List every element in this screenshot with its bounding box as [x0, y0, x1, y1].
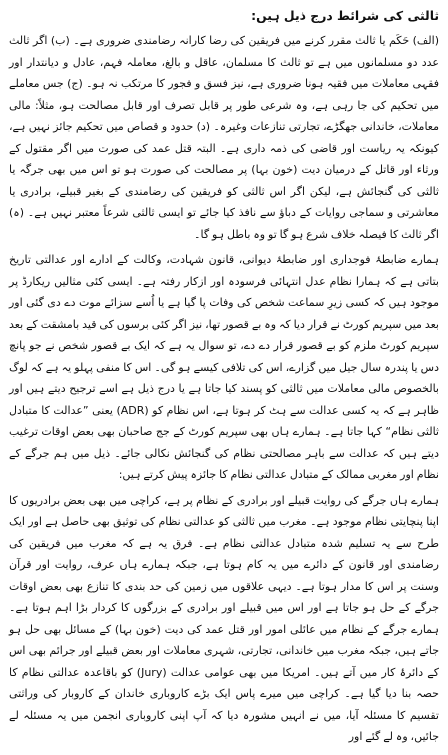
- section-heading: ثالثی کی شرائط درج ذیل ہیں:: [251, 8, 439, 23]
- paragraph-conditions: (الف) حَکَم یا ثالث مقرر کرنے میں فریقین کی رضا کارانہ رضامندی ضروری ہے۔ (ب) اگر ثالث عدد دو مسلمانوں میں ہے تو ثالث کا مسلمان، عاقل و بالغ، معاملہ فہم، عادل و دیانتدار اور فقہی معاملات میں فقیہ ہونا ضروری ہے، نیز فسق و فجور کا مرتکب نہ ہو۔ (ج) جس معاملے میں تحکیم کی جا رہی ہے، وہ شرعی طور پر قابل تصرف اور قابل مصالحت ہو، مثلاً: مالی معاملات، خاندانی جھگڑے، تجارتی تنازعات وغیرہ۔ (د) حدود و قصاص میں تحکیم جائز نہیں ہے، کیونکہ یہ ریاست اور قاضی کی ذمہ داری ہے۔ البتہ قتل عمد کی صورت میں اگر مقتول کے ورثاء اور قاتل کے درمیان دیت (خون بہا) پر مصالحت کی صورت ہو تو اس میں بھی جرگہ یا ثالثی کی گنجائش ہے، لیکن اگر اس ثالثی کو فریقین کی رضامندی کے بغیر قبیلے، برادری یا معاشرتی و سماجی روایات کے دباؤ سے نافذ کیا جائے تو ایسی ثالثی شرعاً معتبر نہیں ہے۔ (ہ) اگر ثالث کا فیصلہ خلاف شرع ہو گا تو وہ باطل ہو گا۔: [9, 34, 439, 241]
- paragraph-judicial-system: ہمارے ضابطۂ فوجداری اور ضابطۂ دیوانی، قانون شہادت، وکالت کے ادارے اور عدالتی تاریخ بتاتی ہے کہ ہمارا نظام عدل انتہائی فرسودہ اور ازکار رفتہ ہے۔ ایسی کئی مثالیں ریکارڈ پر موجود ہیں کہ کسی زیرِ سماعت شخص کی وفات پا گیا ہے یا اُسے سزائے موت دے دی گئی اور بعد میں سپریم کورٹ نے قرار دیا کہ وہ بے قصور تھا، نیز اگر کئی برسوں کی قید بامشقت کے بعد سپریم کورٹ ملزم کو بے قصور قرار دے دے، تو سوال یہ ہے کہ ایک بے قصور شخص نے جو پانچ دس یا پندرہ سال جیل میں گزارے، اس کی تلافی کیسے ہو گی۔ اس کا منفی پہلو یہ ہے کہ لوگ بالخصوص مالی معاملات میں ثالثی کو پسند کیا جاتا ہے یا درج ذیل ہے اسے ترجیح دیتے ہیں اور ظاہر ہے کہ یہ کسی عدالت سے ہٹ کر ہوتا ہے، اس نظام کو (ADR) یعنی ”عدالت کا متبادل ثالثی نظام“ کہا جاتا ہے۔ ہمارے ہاں بھی سپریم کورٹ کے جج صاحبان بھی بعض اوقات ترغیب دیتے ہیں کہ عدالت سے باہر مصالحتی نظام کی گنجائش نکالی جائے۔ ذیل میں ہم جرگے کے نظام اور مغربی ممالک کے متبادل عدالتی نظام کا جائزہ پیش کرتے ہیں:: [9, 253, 439, 481]
- paragraph-jirga-system: ہمارے ہاں جرگے کی روایت قبیلے اور برادری کے نظام پر ہے، کراچی میں بھی بعض برادریوں کا اپنا پنچایتی نظام موجود ہے۔ مغرب میں ثالثی کو عدالتی نظام کی توثیق بھی حاصل ہے اور ایک طرح سے یہ تسلیم شدہ متبادل عدالتی نظام ہے۔ فرق یہ ہے کہ مغرب میں فریقین کی رضامندی اور قانون کے دائرے میں یہ کام ہوتا ہے، جبکہ ہمارے ہاں عرف، روایت اور قرآن وسنت پر اس کا مدار ہوتا ہے۔ دیہی علاقوں میں زمین کی حد بندی کا تنازع بھی بعض اوقات جرگے کے حل ہو جاتا ہے اور اس میں قبیلے اور برادری کے بزرگوں کا کردار بڑا اہم ہوتا ہے۔ ہمارے جرگے کے نظام میں عائلی امور اور قتل عمد کی دیت (خون بہا) کے مسائل بھی حل ہو جاتے ہیں، جبکہ مغرب میں خاندانی، تجارتی، شہری معاملات اور بعض قبیلے اور جرائم بھی اس کے دائرۂ کار میں آتے ہیں۔ امریکا میں بھی عوامی عدالت (Jury) کو باقاعدہ عدالتی نظام کا حصہ بنا دیا گیا ہے۔ کراچی میں میرے پاس ایک بڑے کاروباری خاندان کے کاروبار کی وراثتی تقسیم کا مسئلہ آیا، میں نے انہیں مشورہ دیا کہ آپ اپنی کاروباری انجمن میں یہ مسئلہ لے جائیں، وہ لے گئے اور: [9, 493, 439, 743]
